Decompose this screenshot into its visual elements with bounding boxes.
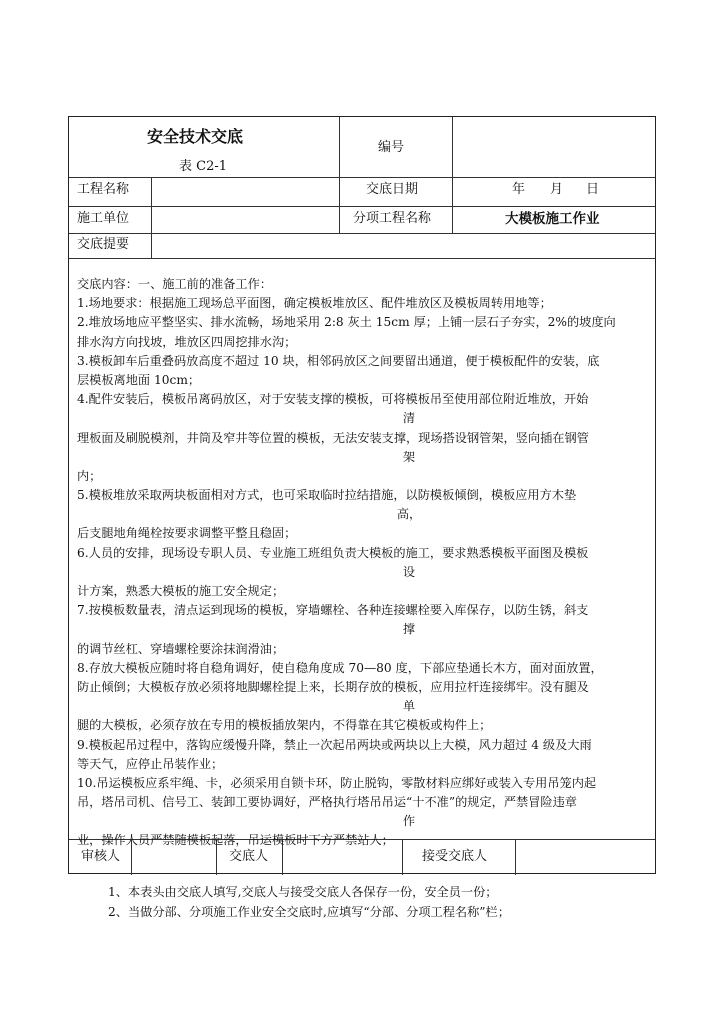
date-day: 日 [586, 182, 600, 197]
content-line: 作 [402, 814, 416, 829]
content-line: 3.模板卸车后重叠码放高度不超过 10 块，相邻码放区之间要留出通道，便于模板配件的安装，底 [77, 353, 600, 368]
content-line: 10.吊运模板应系牢绳、卡，必须采用自锁卡环，防止脱钩，零散材料应绑好或装入专用吊笼内起 [77, 775, 597, 790]
col-divider [452, 117, 453, 233]
content-line: 1.场地要求：根据施工现场总平面图，确定模板堆放区、配件堆放区及模板周转用地等； [77, 296, 552, 311]
construction-unit-label: 施工单位 [77, 211, 130, 226]
content-line: 6.人员的安排，现场设专职人员、专业施工班组负责大模板的施工，要求熟悉模板平面图及模板 [77, 545, 589, 560]
content-line: 撑 [402, 622, 416, 637]
col-divider [339, 117, 340, 233]
content-line: 9.模板起吊过程中，落钩应缓慢升降，禁止一次起吊两块或两块以上大模，风力超过 4 级及大雨 [77, 737, 592, 752]
content-line: 排水沟方向找坡，堆放区四周挖排水沟； [77, 334, 297, 349]
content-line: 理板面及刷脱模剂，井筒及窄井等位置的模板，无法安装支撑，现场搭设钢管架，竖向插在钢管 [77, 430, 589, 445]
content-line: 2.堆放场地应平整坚实、排水流畅，场地采用 2:8 灰土 15cm 厚；上铺一层石子夯实，2%的坡度向 [77, 315, 616, 330]
row-divider [69, 258, 655, 259]
note-2: 2、当做分部、分项施工作业安全交底时,应填写“分部、分项工程名称”栏； [108, 905, 510, 919]
content-line: 吊，塔吊司机、信号工、装卸工要协调好，严格执行塔吊吊运“十不准”的规定，严禁冒险违章 [77, 795, 577, 810]
row-divider [69, 233, 655, 234]
content-line: 高， [396, 507, 422, 522]
date-year: 年 [512, 182, 526, 197]
disclosure-content [77, 275, 651, 851]
content-line: 层模板离地面 10cm； [77, 372, 201, 387]
content-line: 设 [402, 564, 416, 579]
col-divider [151, 177, 152, 258]
reviewer-label: 审核人 [81, 849, 121, 864]
receiver-label: 接受交底人 [422, 849, 488, 864]
note-1: 1、本表头由交底人填写,交底人与接受交底人各保存一份，安全员一份； [108, 885, 498, 899]
presenter-label: 交底人 [229, 849, 269, 864]
form-code: 表 C2-1 [179, 159, 228, 174]
safety-disclosure-form [68, 116, 656, 874]
project-name-label: 工程名称 [77, 182, 130, 197]
content-line: 等天气，应停止吊装作业； [77, 756, 224, 771]
content-line: 防止倾倒；大模板存放必须将地脚螺栓提上来，长期存放的模板，应用拉杆连接绑牢。没有腿及 [77, 679, 589, 694]
form-title: 安全技术交底 [147, 127, 244, 146]
content-line: 内； [77, 468, 102, 483]
content-line: 4.配件安装后，模板吊离码放区，对于安装支撑的模板，可将模板吊至使用部位附近堆放，开始 [77, 392, 589, 407]
content-line: 后支腿地角绳栓按要求调整平整且稳固； [77, 526, 297, 541]
summary-label: 交底提要 [77, 237, 130, 252]
row-divider [69, 206, 655, 207]
content-line: 腿的大模板，必须存放在专用的模板插放架内，不得靠在其它模板或构件上； [77, 718, 492, 733]
sub-project-label: 分项工程名称 [353, 211, 432, 226]
content-line: 架 [402, 449, 416, 464]
content-line: 5.模板堆放采取两块板面相对方式，也可采取临时拉结措施，以防模板倾倒，模板应用方木垫 [77, 488, 577, 503]
content-line: 8.存放大模板应随时将自稳角调好，使自稳角度成 70—80 度，下部应垫通长木方，面对面放置， [77, 660, 603, 675]
content-line: 单 [402, 699, 416, 714]
content-line: 的调节丝杠、穿墙螺栓要涂抹润滑油； [77, 641, 285, 656]
content-line: 计方案，熟悉大模板的施工安全规定； [77, 584, 285, 598]
content-line: 清 [402, 411, 416, 426]
row-divider [69, 177, 655, 178]
number-label: 编号 [378, 140, 405, 155]
content-line: 交底内容：一、施工前的准备工作： [77, 277, 272, 291]
date-month: 月 [550, 182, 564, 197]
sub-project-value: 大模板施工作业 [505, 211, 600, 227]
content-line: 7.按模板数量表，清点运到现场的模板，穿墙螺栓、各种连接螺栓要入库保存，以防生锈，斜支 [77, 603, 589, 618]
date-label: 交底日期 [366, 182, 419, 197]
content-line: 业，操作人员严禁随模板起落，吊运模板时下方严禁站人； [77, 833, 394, 848]
